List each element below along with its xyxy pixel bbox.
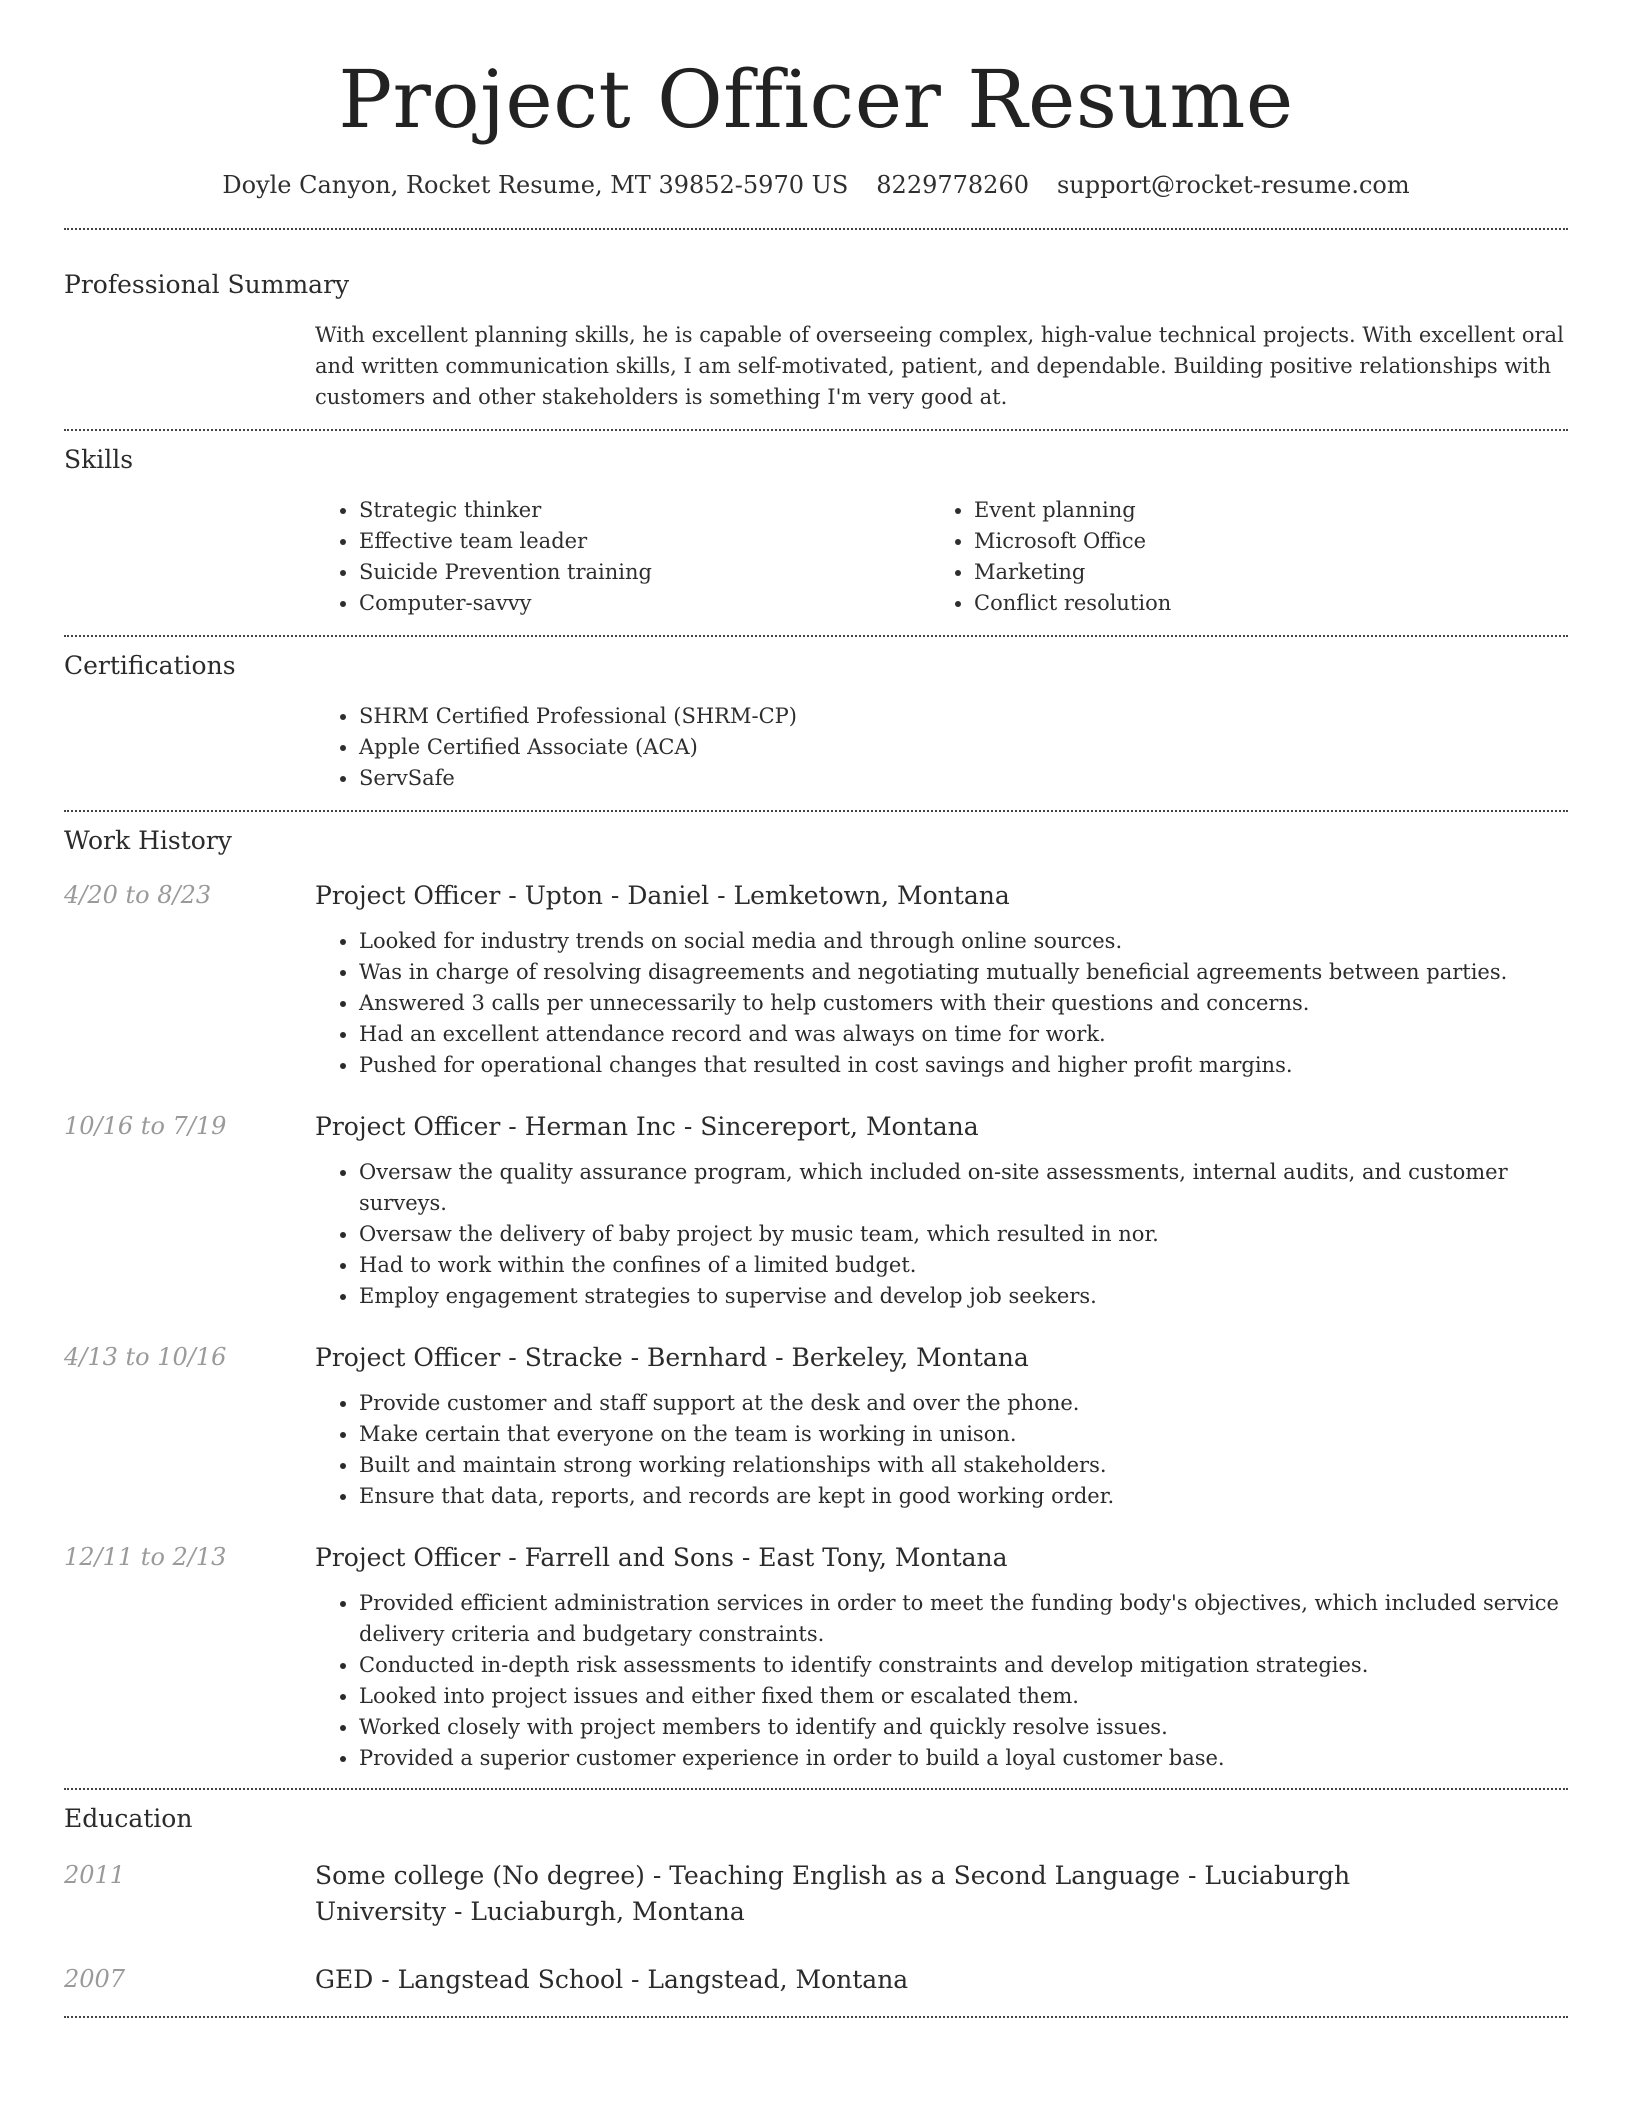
- skill-item: • Marketing: [974, 557, 1545, 588]
- work-history-section: [64, 812, 1568, 1774]
- contact-phone: 8229778260: [876, 171, 1029, 199]
- job-bullet: • Looked into project issues and either fixed them or escalated them.: [359, 1681, 1568, 1712]
- job-bullet: • Provide customer and staff support at the desk and over the phone.: [359, 1388, 1568, 1419]
- job-dates: 4/20 to 8/23: [64, 881, 212, 909]
- certifications-heading: Certifications: [64, 651, 236, 680]
- job-bullet: • Looked for industry trends on social media and through online sources.: [359, 926, 1568, 957]
- education-entry: [64, 1962, 1568, 1998]
- job-dates: 10/16 to 7/19: [64, 1112, 227, 1140]
- skill-item: • Event planning: [974, 495, 1545, 526]
- job-bullet: • Oversaw the delivery of baby project by music team, which resulted in nor.: [359, 1219, 1568, 1250]
- skills-section: [64, 431, 1568, 619]
- summary-text: With excellent planning skills, he is capable of overseeing complex, high-value technical projects. With excellent oral and written communication skills, I am self-motivated, patient, and dependable. Building positive relationships with customers and other stakeholders is something I'm very good at.: [315, 323, 1564, 409]
- certifications-section: [64, 637, 1568, 794]
- summary-heading: Professional Summary: [64, 270, 350, 299]
- job-bullet: • Built and maintain strong working relationships with all stakeholders.: [359, 1450, 1568, 1481]
- resume-title: Project Officer Resume: [338, 53, 1294, 146]
- job-bullet: • Oversaw the quality assurance program, which included on-site assessments, internal audits, and customer surveys.: [359, 1157, 1568, 1219]
- skill-item: • Effective team leader: [359, 526, 930, 557]
- job-bullet: • Conducted in-depth risk assessments to identify constraints and develop mitigation strategies.: [359, 1650, 1568, 1681]
- job-bullet: • Ensure that data, reports, and records are kept in good working order.: [359, 1481, 1568, 1512]
- contact-address: Doyle Canyon, Rocket Resume, MT 39852-5970 US: [222, 171, 849, 199]
- job-dates: 12/11 to 2/13: [64, 1543, 227, 1571]
- job-dates: 4/13 to 10/16: [64, 1343, 227, 1371]
- education-title: Some college (No degree) - Teaching English as a Second Language - Luciaburgh University - Luciaburgh, Montana: [315, 1861, 1351, 1926]
- education-year: 2011: [64, 1861, 126, 1889]
- skills-list: [315, 495, 1568, 619]
- education-heading: Education: [64, 1804, 193, 1833]
- education-year: 2007: [64, 1965, 126, 1993]
- skill-item: • Strategic thinker: [359, 495, 930, 526]
- job-bullet: • Had to work within the confines of a limited budget.: [359, 1250, 1568, 1281]
- resume-page: [64, 0, 1568, 2018]
- skills-column-left: [315, 495, 930, 619]
- job-bullet: • Make certain that everyone on the team is working in unison.: [359, 1419, 1568, 1450]
- job-bullets: [315, 1588, 1568, 1774]
- contact-line: [64, 168, 1568, 202]
- education-title: GED - Langstead School - Langstead, Montana: [315, 1965, 909, 1994]
- job-bullet: • Provided a superior customer experience in order to build a loyal customer base.: [359, 1743, 1568, 1774]
- job-title: Project Officer - Herman Inc - Sincereport, Montana: [315, 1112, 979, 1141]
- job-bullet: • Worked closely with project members to identify and quickly resolve issues.: [359, 1712, 1568, 1743]
- job-title: Project Officer - Stracke - Bernhard - Berkeley, Montana: [315, 1343, 1029, 1372]
- job-bullet: • Provided efficient administration services in order to meet the funding body's objectives, which included service delivery criteria and budgetary constraints.: [359, 1588, 1568, 1650]
- skill-item: • Microsoft Office: [974, 526, 1545, 557]
- certification-item: • Apple Certified Associate (ACA): [359, 732, 1568, 763]
- job-entry: [64, 1340, 1568, 1512]
- job-bullet: • Pushed for operational changes that resulted in cost savings and higher profit margins.: [359, 1050, 1568, 1081]
- skill-item: • Suicide Prevention training: [359, 557, 930, 588]
- job-bullets: [315, 926, 1568, 1081]
- contact-email: support@rocket-resume.com: [1056, 171, 1410, 199]
- skill-item: • Computer-savvy: [359, 588, 930, 619]
- job-bullet: • Answered 3 calls per unnecessarily to help customers with their questions and concerns.: [359, 988, 1568, 1019]
- job-entry: [64, 1540, 1568, 1774]
- job-bullets: [315, 1388, 1568, 1512]
- job-bullet: • Was in charge of resolving disagreements and negotiating mutually beneficial agreements between parties.: [359, 957, 1568, 988]
- skills-column-right: [930, 495, 1545, 619]
- summary-content: [315, 320, 1568, 413]
- certification-item: • SHRM Certified Professional (SHRM-CP): [359, 701, 1568, 732]
- certifications-list: [315, 701, 1568, 794]
- job-bullet: • Had an excellent attendance record and was always on time for work.: [359, 1019, 1568, 1050]
- job-bullet: • Employ engagement strategies to supervise and develop job seekers.: [359, 1281, 1568, 1312]
- summary-section: [64, 230, 1568, 413]
- skill-item: • Conflict resolution: [974, 588, 1545, 619]
- certification-item: • ServSafe: [359, 763, 1568, 794]
- work-history-heading: Work History: [64, 826, 232, 855]
- skills-heading: Skills: [64, 445, 134, 474]
- education-section: [64, 1790, 1568, 1998]
- job-entry: [64, 878, 1568, 1081]
- job-entry: [64, 1109, 1568, 1312]
- job-bullets: [315, 1157, 1568, 1312]
- education-entry: [64, 1858, 1568, 1930]
- divider: [64, 2016, 1568, 2018]
- job-title: Project Officer - Farrell and Sons - East Tony, Montana: [315, 1543, 1008, 1572]
- job-title: Project Officer - Upton - Daniel - Lemketown, Montana: [315, 881, 1010, 910]
